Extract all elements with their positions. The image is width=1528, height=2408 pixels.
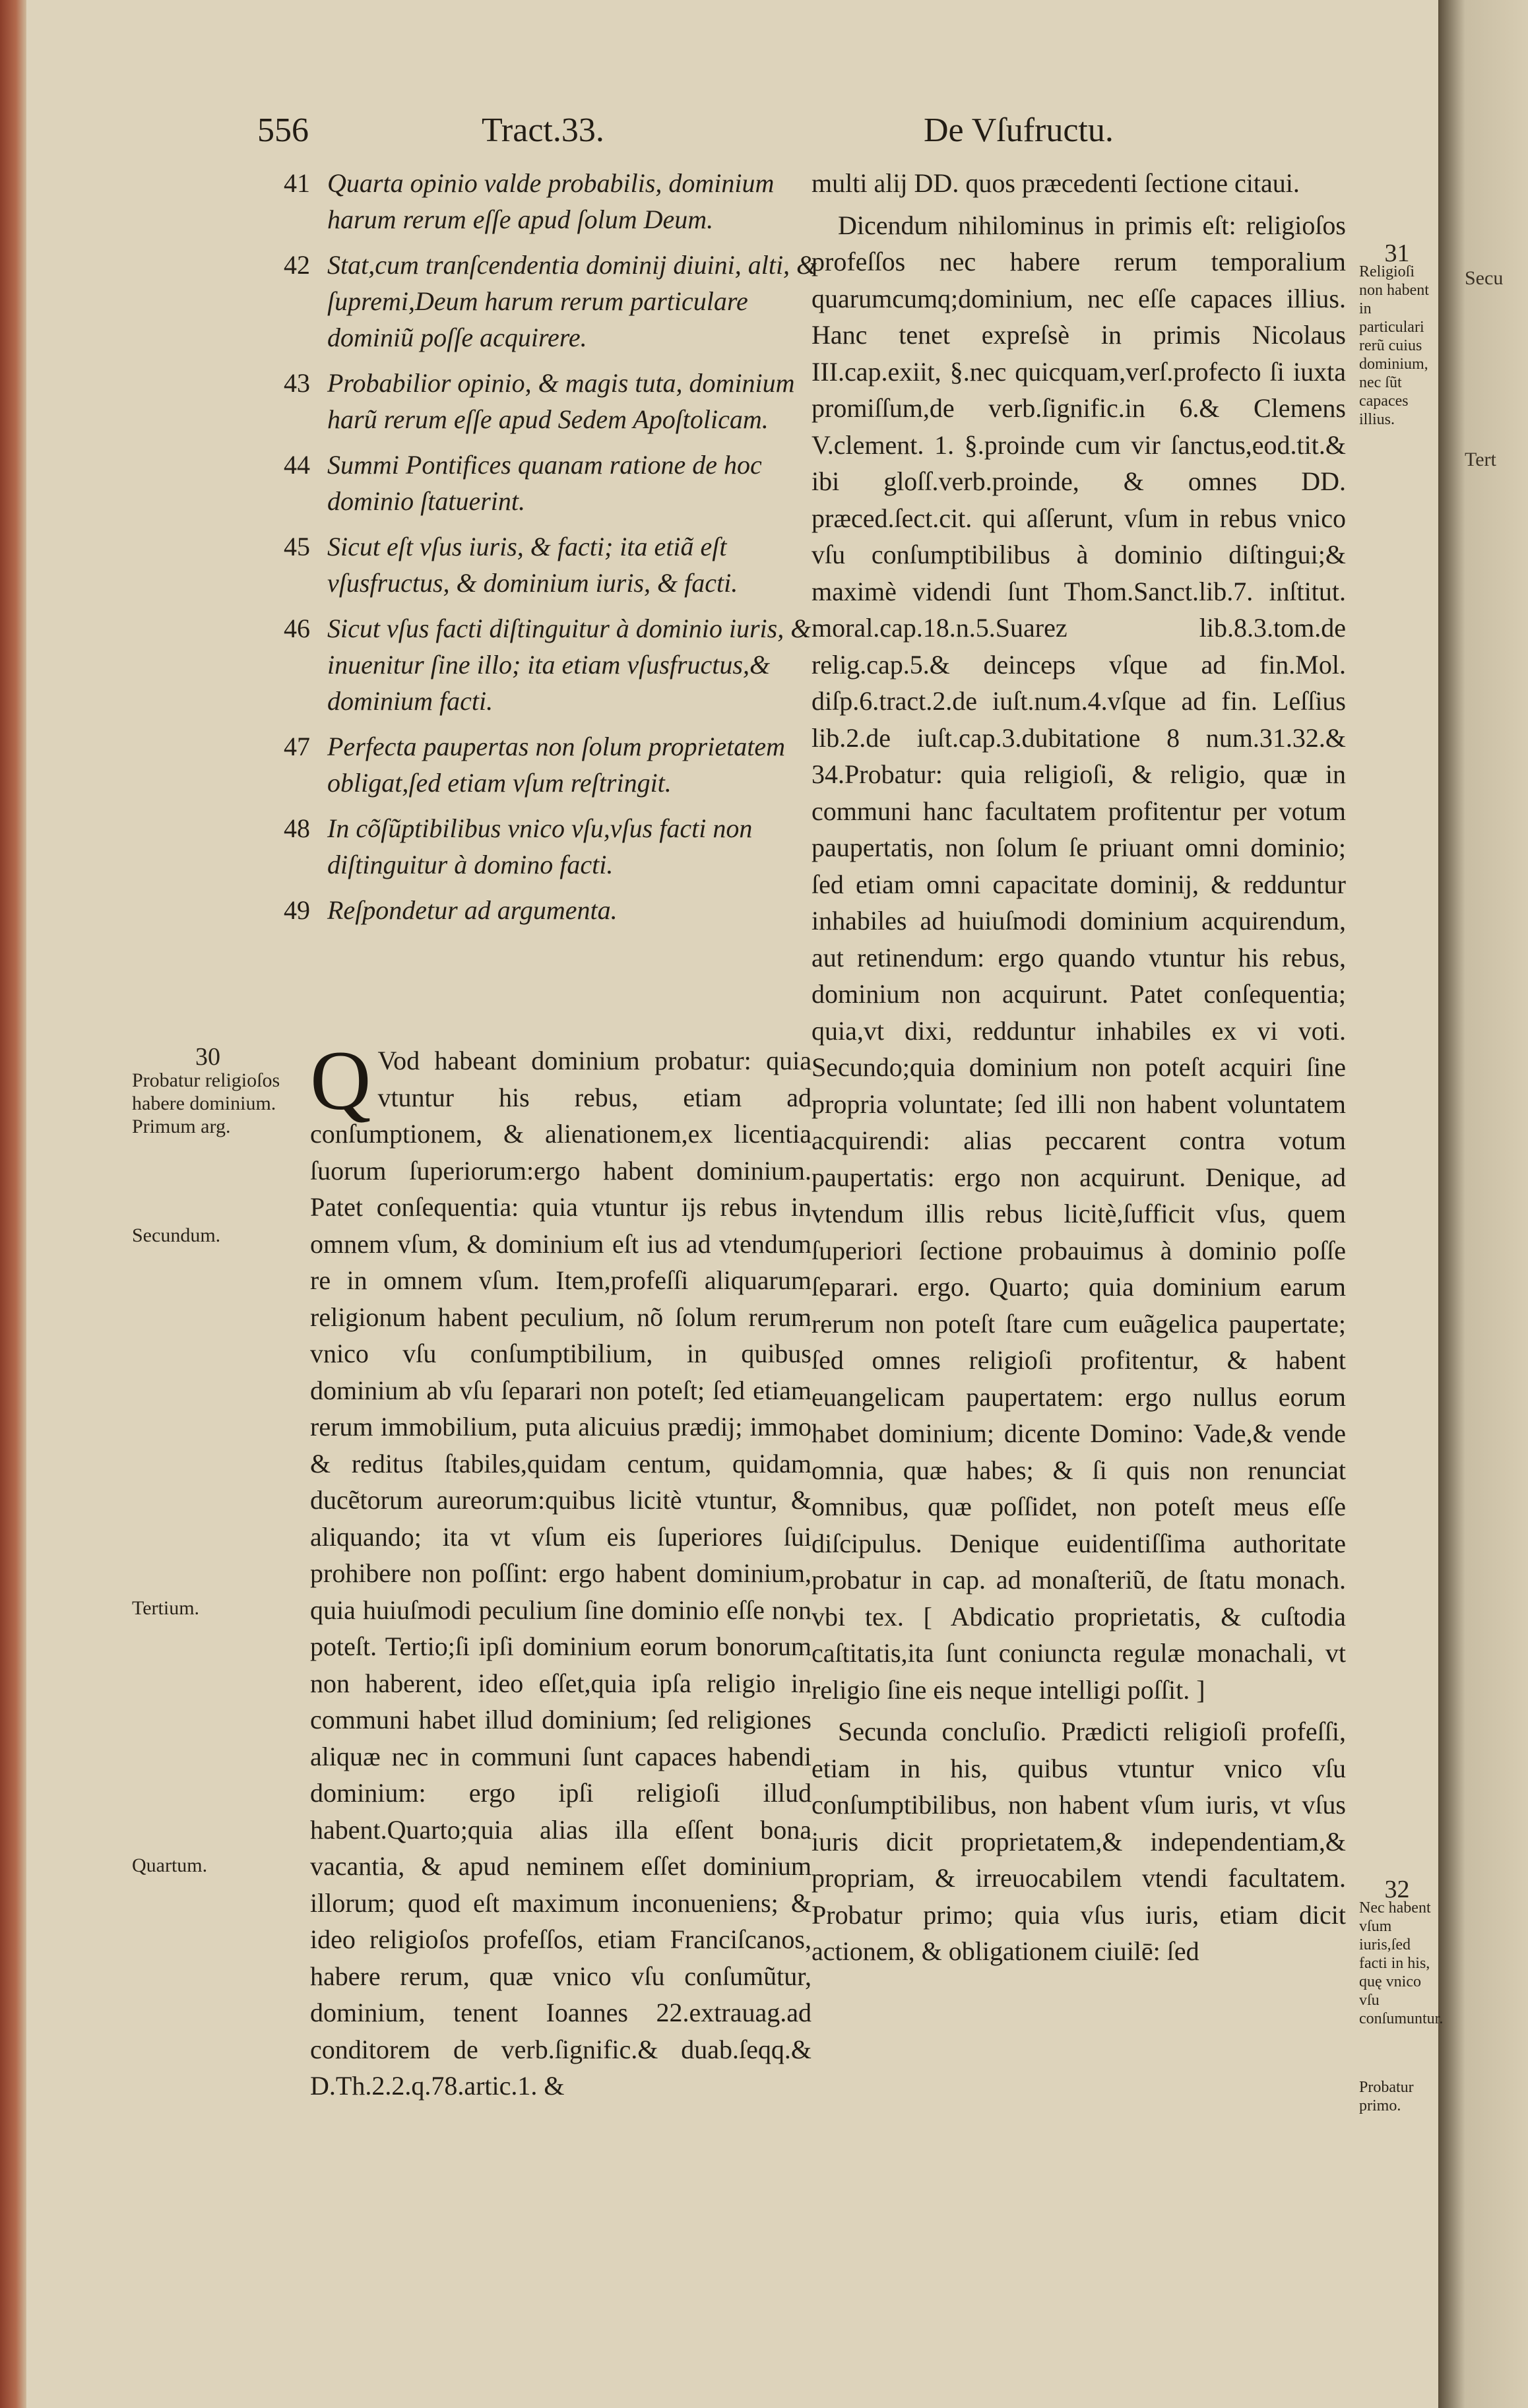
tract-label: Tract.33. — [482, 111, 604, 149]
summary-number: 42 — [284, 250, 310, 280]
summary-text: Summi Pontifices quanam ratione de hoc dominio ſtatuerint. — [327, 450, 762, 516]
margin-note-secundum: Secundum. — [132, 1224, 221, 1246]
running-title: De Vſufructu. — [924, 111, 1114, 149]
margin-note-probatur-primo: Probatur primo. — [1359, 2079, 1414, 2114]
summary-item — [284, 892, 831, 928]
body-paragraph: Secunda concluſio. Prædicti religioſi profeſſi, etiam in his, quibus vtuntur vnico vſu conſumptibilibus, non habent vſum iuris, vt vſus iuris dicit proprietatem,& independentiam,& propriam, & irreuocabilem vtendi facultatem. Probatur primo; quia vſus iuris, etiam dicit actionem, & obligationem ciuilē: ſed — [812, 1717, 1346, 1966]
summary-item — [284, 610, 831, 719]
summary-text: Sicut vſus facti diſtinguitur à dominio iuris, & inuenitur ſine illo; ita etiam vſusfructus,& dominium facti. — [327, 614, 812, 716]
summary-text: Reſpondetur ad argumenta. — [327, 895, 618, 925]
summary-item — [284, 447, 831, 519]
body-column-left — [310, 1034, 812, 2110]
summary-item — [284, 810, 831, 883]
body-paragraph: Dicendum nihilominus in primis eſt: religioſos profeſſos nec habere rerum temporalium quarumcumq;dominium, nec eſſe capaces illius. Hanc tenet expreſsè in primis Nicolaus III.cap.exiit, §.nec quicquam,verſ.profecto ſi iuxta promiſſum,de verb.ſignific.in 6.& Clemens V.clement. 1. §.proinde cum vir ſanctus,eod.tit.& ibi gloſſ.verb.proinde, & omnes DD. præced.ſect.cit. qui aſſerunt, vſum in rebus vnico vſu conſumptibilibus à dominio diſtingui;& maximè videndi ſunt Thom.Sanct.lib.7. inſtitut. moral.cap.18.n.5.Suarez lib.8.3.tom.de relig.cap.5.& deinceps vſque ad fin.Mol. diſp.6.tract.2.de iuſt.num.4.vſque ad fin. Leſſius lib.2.de iuſt.cap.3.dubitatione 8 num.31.32.& 34.Probatur: quia religioſi, & religio, quæ in communi hanc facultatem profitentur per votum paupertatis, non ſolum ſe priuant omni dominio; ſed etiam omni capacitate dominij, & redduntur inhabiles ad huiuſmodi dominium acquirendum, aut retinendum: ergo quando vtuntur his rebus, dominium non acquirunt. Patet conſequentia; quia,vt dixi, redduntur inhabiles ex vi voti. Secundo;quia dominium non poteſt acquiri ſine propria voluntate; ſed illi non habent voluntatem acquirendi: alias peccarent contra votum paupertatis: ergo non acquirunt. Denique, ad vtendum illis rebus licitè,ſufficit vſus, quem ſuperiori ſectione probauimus à dominio poſſe ſeparari. ergo. Quarto; quia dominium earum rerum non poteſt ſtare cum euãgelica paupertate; ſed omnes religioſi profitentur, & habent euangelicam paupertatem: ergo nullus eorum habet dominium; dicente Domino: Vade,& vende omnia, quæ habes; & ſi quis non renunciat omnibus, quæ poſſidet, non poteſt meus eſſe diſcipulus. Denique euidentiſſima authoritate probatur in cap. ad monaſteriũ, de ſtatu monach. vbi tex. [ Abdicatio proprietatis, & cuſtodia caſtitatis,ita ſunt coniuncta regulæ monachali, vt religio ſine eis neque intelligi poſſit. ] — [812, 210, 1346, 1705]
margin-text: Nec habent vſum iuris,ſed facti in his, quę vnico vſu conſumuntur. — [1359, 1899, 1444, 2027]
margin-note-tertium: Tertium. — [132, 1597, 200, 1619]
body-paragraph: multi alij DD. quos præcedenti ſectione citaui. — [812, 168, 1300, 198]
summary-item — [284, 165, 831, 238]
margin-text: Probatur religioſos habere dominium. Primum arg. — [132, 1069, 280, 1137]
running-header — [257, 111, 1366, 157]
summary-number: 47 — [284, 732, 310, 761]
page-edge — [0, 0, 26, 2408]
margin-number: 32 — [1384, 1876, 1410, 1903]
margin-text: Religioſi non habent in particulari rerũ cuius dominium, nec ſũt capaces illius. — [1359, 263, 1429, 428]
margin-note-32 — [1359, 1876, 1444, 2028]
summary-number: 44 — [284, 450, 310, 480]
summary-number: 41 — [284, 168, 310, 198]
margin-note-quartum: Quartum. — [132, 1854, 208, 1876]
summary-item — [284, 728, 831, 801]
summary-text: Perfecta paupertas non ſolum proprietatem obligat,ſed etiam vſum reſtringit. — [327, 732, 785, 798]
summary-text: Quarta opinio valde probabilis, dominium harum rerum eſſe apud ſolum Deum. — [327, 168, 775, 234]
summary-text: Stat,cum tranſcendentia dominij diuini, alti, & ſupremi,Deum harum rerum particulare dominiũ poſſe acquirere. — [327, 250, 817, 352]
next-page-edge — [1438, 0, 1528, 2408]
summary-text: Sicut eſt vſus iuris, & facti; ita etiã eſt vſusfructus, & dominium iuris, & facti. — [327, 532, 738, 598]
summary-list — [284, 165, 831, 937]
body-paragraph — [310, 1034, 812, 2105]
body-column-right — [812, 165, 1346, 1975]
next-page-fragment-mid: Tert — [1465, 449, 1496, 470]
summary-item — [284, 247, 831, 356]
summary-item — [284, 528, 831, 601]
next-page-fragment-top: Secu — [1465, 267, 1504, 289]
summary-number: 45 — [284, 532, 310, 561]
summary-text: Probabilior opinio, & magis tuta, dominium harũ rerum eſſe apud Sedem Apoſtolicam. — [327, 368, 795, 434]
summary-number: 46 — [284, 614, 310, 643]
summary-number: 43 — [284, 368, 310, 398]
summary-text: In cõſũptibilibus vnico vſu,vſus facti non diſtinguitur à domino facti. — [327, 813, 753, 879]
margin-number: 30 — [195, 1043, 220, 1071]
summary-number: 48 — [284, 813, 310, 843]
drop-cap: Q — [310, 1034, 371, 1127]
summary-item — [284, 365, 831, 437]
margin-number: 31 — [1384, 239, 1410, 267]
body-text: Vod habeant dominium probatur: quia vtuntur his rebus, etiam ad conſumptionem, & alienationem,ex licentia ſuorum ſuperiorum:ergo habent dominium. Patet conſequentia: quia vtuntur ijs rebus in omnem vſum, & dominium eſt ius ad vtendum re in omnem vſum. Item,profeſſi aliquarum religionum habent peculium, nõ ſolum rerum vnico vſu conſumptibilium, in quibus dominium ab vſu ſeparari non poteſt; ſed etiam rerum immobilium, puta alicuius prædij; immo & reditus ſtabiles,quidam centum, quidam ducẽtorum aureorum:quibus licitè vtuntur, & aliquando; ita vt vſum eis ſuperiores ſui prohibere non poſſint: ergo habent dominium, quia huiuſmodi peculium ſine dominio eſſe non poteſt. Tertio;ſi ipſi dominium eorum bonorum non haberent, ideo eſſet,quia ipſa religio in communi habet illud dominium; ſed religiones aliquæ nec in communi ſunt capaces habendi dominium: ergo ipſi religioſi illud habent.Quarto;quia alias illa eſſent bona vacantia, & apud neminem eſſet dominium illorum; quod eſt maximum inconueniens; & ideo religioſos profeſſos, etiam Franciſcanos, habere rerum, quæ vnico vſu conſumũtur, dominium, tenent Ioannes 22.extrauag.ad conditorem de verb.ſignific.& duab.ſeqq.& D.Th.2.2.q.78.artic.1. & — [310, 1046, 812, 2101]
margin-note-30 — [132, 1043, 284, 1138]
summary-number: 49 — [284, 895, 310, 925]
margin-note-31 — [1359, 239, 1435, 429]
page-number: 556 — [257, 111, 309, 149]
